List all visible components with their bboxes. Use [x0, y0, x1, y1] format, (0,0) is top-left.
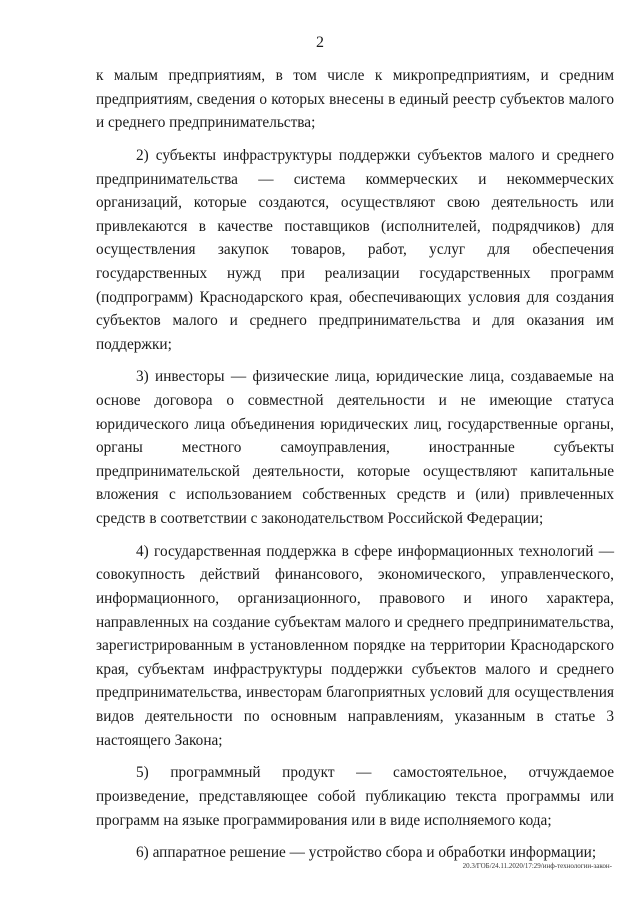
- document-footer-code: 20.3/ГОБ/24.11.2020/17:29/инф-технологии-закон-: [462, 862, 612, 870]
- paragraph-item-3: 3) инвесторы — физические лица, юридические лица, создаваемые на основе договора о совместной деятельности и не имеющие статуса юридического лица объединения юридических лиц, государственные органы, органы местного самоуправления, иностранные субъекты предпринимательской деятельности, которые осуществляют капитальные вложения с использованием собственных средств и (или) привлеченных средств в соответствии с законодательством Российской Федерации;: [96, 368, 614, 528]
- paragraph-continuation: к малым предприятиям, в том числе к микропредприятиям, и средним предприятиям, сведения о которых внесены в единый реестр субъектов малого и среднего предпринимательства;: [96, 67, 614, 132]
- paragraph-item-2: 2) субъекты инфраструктуры поддержки субъектов малого и среднего предпринимательства — система коммерческих и некоммерческих организаций, которые создаются, осуществляют свою деятельность или привлекаются в качестве поставщиков (исполнителей, подрядчиков) для осуществления закупок товаров, работ, услуг для обеспечения государственных нужд при реализации государственных программ (подпрограмм) Краснодарского края, обеспечивающих условия для создания субъектов малого и среднего предпринимательства и для оказания им поддержки;: [96, 146, 614, 353]
- paragraph-item-5: 5) программный продукт — самостоятельное, отчуждаемое произведение, представляющее собой публикацию текста программы или программ на языке программирования или в виде исполняемого кода;: [96, 764, 614, 829]
- page-number: 2: [316, 34, 324, 51]
- paragraph-item-4: 4) государственная поддержка в сфере информационных технологий — совокупность действий финансового, экономического, управленческого, информационного, организационного, правового и иного характера, направленных на создание субъектам малого и среднего предпринимательства, зарегистрированным в установленном порядке на территории Краснодарского края, субъектам инфраструктуры поддержки субъектов малого и среднего предпринимательства, инвесторам благоприятных условий для осуществления видов деятельности по основным направлениям, указанным в статье 3 настоящего Закона;: [96, 542, 614, 749]
- document-body: [96, 64, 614, 874]
- paragraph-item-6: 6) аппаратное решение — устройство сбора и обработки информации;: [136, 844, 597, 862]
